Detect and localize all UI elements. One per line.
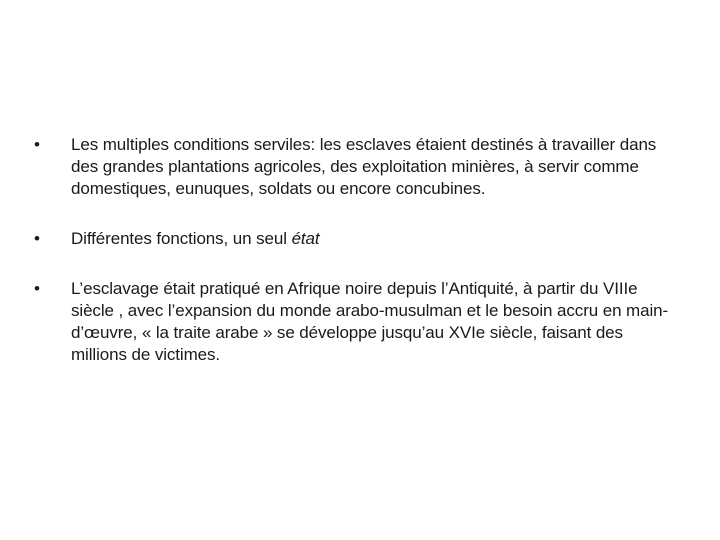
bullet-text-italic: état	[291, 229, 320, 248]
bullet-marker: •	[34, 279, 40, 298]
bullet-item-esclavage	[34, 278, 674, 366]
bullet-marker: •	[34, 135, 40, 154]
bullet-list	[34, 134, 674, 366]
bullet-text	[71, 229, 320, 248]
bullet-item-conditions	[34, 134, 674, 200]
bullet-text: L’esclavage était pratiqué en Afrique noire depuis l’Antiquité, à partir du VIIIe siècle , avec l’expansion du monde arabo-musulman et le besoin accru en main-d’œuvre, « la traite arabe » se développe jusqu’au XVIe siècle, faisant des millions de victimes.	[71, 279, 669, 364]
bullet-text-plain: Différentes fonctions, un seul	[71, 229, 292, 248]
bullet-item-fonctions	[34, 228, 674, 250]
bullet-text: Les multiples conditions serviles: les esclaves étaient destinés à travailler dans des grandes plantations agricoles, des exploitation minières, à servir comme domestiques, eunuques, soldats ou encore concubines.	[71, 135, 657, 198]
bullet-marker: •	[34, 229, 40, 248]
